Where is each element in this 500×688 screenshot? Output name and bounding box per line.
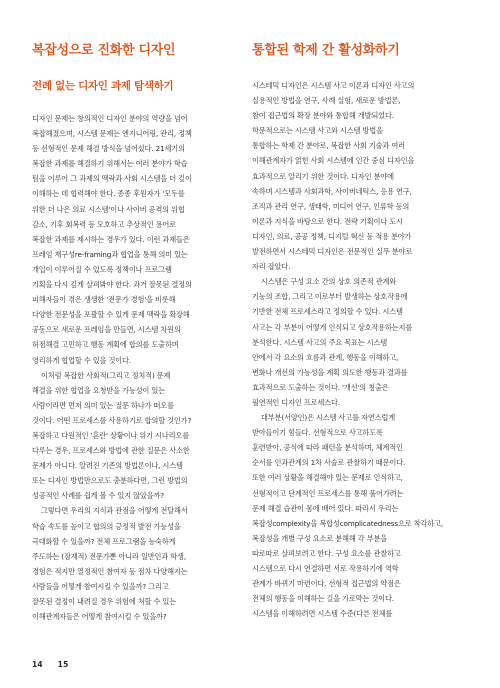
text-line: 극대화할 수 있을까? 전체 프로그램을 능숙하게 — [32, 536, 176, 546]
text-line: 학습 속도를 높이고 협의의 긍정적 발전 가능성을 — [32, 521, 181, 531]
text-line: 대부분(서양인)은 시스템 사고를 자연스럽게 — [261, 413, 395, 423]
text-line: 이해하는 데 협력해야 한다. 종종 후원자가 '모두를 — [32, 189, 185, 199]
text-line: 또한 여러 상황을 해결해야 있는 문제로 인식하고, — [252, 473, 403, 483]
text-line: 복잡한 과제를 제시하는 경우가 있다. 이런 과제들은 — [32, 234, 190, 244]
text-line: 해결을 위한 협업을 요청받을 가능성이 있는 — [32, 385, 165, 395]
text-line: 이론과 지식을 바탕으로 한다. 전략 기획이나 도시 — [252, 216, 403, 226]
text-line: 영리하게 협업할 수 있을 것이다. — [32, 355, 131, 365]
right-column — [252, 42, 474, 621]
text-line: 전체의 행동을 이해하는 길을 가로막는 것이다. — [252, 594, 394, 604]
text-line: 개입이 이루어질 수 있도록 정책이나 프로그램 — [32, 264, 172, 274]
text-line: 그렇다면 우리의 지식과 관점을 어떻게 전달해서 — [41, 506, 188, 516]
text-line: 허점해결 고민하고 행동 계획에 합의를 도출하며 — [32, 340, 179, 350]
text-line: 복잡성을 개별 구성 요소로 분해해 각 부분을 — [252, 533, 388, 543]
text-line: 다양한 전문성을 포괄할 수 있게 문제 맥락을 확장해 — [32, 310, 190, 320]
text-line: 이해관계자가 얽힌 사회 시스템에 인간 중심 디자인을 — [252, 156, 415, 166]
text-line: 복잡성complexity을 복합성complicatedness으로 착각하고, — [252, 518, 444, 528]
text-line: 훈련받아, 공식에 따라 패턴을 분석하며, 체계적인 — [252, 443, 403, 453]
page-number-left: 14 — [32, 660, 43, 669]
text-line: 순서를 인과관계의 1차 사슬로 관찰하기 때문이다. — [252, 458, 406, 468]
text-line: 프레임 재구성re-framing과 협업을 통해 의미 있는 — [32, 249, 188, 259]
text-line: 시스템은 구성 요소 간의 상호 의존적 관계와 — [261, 277, 397, 287]
page-number-right: 15 — [57, 660, 69, 669]
text-line: 시스템을 이해하려면 시스템 수준(다른 전체를 — [252, 609, 393, 619]
body-text-left — [32, 111, 250, 624]
section-title-right: 통합된 학제 간 활성화하기 — [252, 43, 400, 58]
page-numbers — [32, 660, 81, 669]
text-line: 학문적으로는 시스템 사고와 시스템 방법을 — [252, 126, 383, 136]
text-line: 참여 접근법의 확장 분야와 통합해 개발되었다. — [252, 111, 394, 121]
text-line: 필연적인 디자인 프로세스다. — [252, 397, 340, 407]
text-line: 따로따로 살펴보려고 한다. 구성 요소를 관찰하고 — [252, 548, 401, 558]
text-line: 등 선형적인 문제 해결 방식을 넘어섰다. 21세기의 — [32, 144, 185, 154]
text-line: 자리 잡았다. — [252, 262, 291, 272]
section-subtitle: 전례 없는 디자인 과제 탐색하기 — [32, 80, 174, 92]
text-line: 것이다. 어떤 프로세스를 사용하기로 합의할 것인가? — [32, 415, 192, 425]
text-line: 감소, 기후 회복력 등 모호하고 추상적인 용어로 — [32, 219, 177, 229]
left-column — [32, 42, 250, 624]
text-line: 복잡한 과제를 해결하기 위해서는 여러 분야가 학습 — [32, 159, 188, 169]
text-line: 통합하는 학제 간 분야로, 복잡한 사회 기술과 여러 — [252, 141, 405, 151]
text-line: 팀을 이루어 그 과제의 맥락과 사회 시스템을 더 깊이 — [32, 174, 192, 184]
text-line: 디자인 문제는 창의적인 디자인 분야의 역량을 넘어 — [32, 114, 188, 123]
text-line: 변화나 개선의 가능성을 계획 의도한 행동과 결과를 — [252, 367, 408, 377]
text-line: 위한 더 나은 의료 시스템'이나 사이버 공격의 위협 — [32, 204, 185, 214]
text-line: 시스템으로 다시 연결하면 서로 작용하기에 역학 — [252, 564, 399, 573]
text-line: 문제가 아니다. 알려진 기존의 방법론이나, 시스템 — [32, 461, 183, 471]
text-line: 실용적인 방법을 연구, 사례 실험, 새로운 방법론, — [252, 96, 401, 106]
text-line: 문제 해결 습관이 몸에 배어 있다. 따라서 우리는 — [252, 503, 399, 513]
text-line: 피해자들이 겪은 생생한 '전문가 경험'을 비롯해 — [32, 295, 176, 305]
text-line: 조직과 관리 연구, 생태학, 미디어 연구, 인류학 등의 — [252, 201, 410, 211]
text-line: 다루는 경우, 프로세스와 방법에 관한 질문은 사소한 — [32, 446, 190, 456]
text-line: 사람이라면 먼저 의미 있는 질문 하나가 떠오를 — [32, 400, 174, 410]
text-line: 기획을 다시 깊게 살펴봐야 한다. 과거 잘못된 결정의 — [32, 280, 192, 290]
text-line: 복잡해졌으며, 시스템 문제는 엔지니어링, 관리, 정책 — [32, 129, 192, 139]
text-line: 잘못된 결정이 내려질 경우 위험에 처할 수 있는 — [32, 597, 177, 606]
section-title-left: 복잡성으로 진화한 디자인 — [32, 43, 176, 58]
text-line: 사람들을 어떻게 참여시킬 수 있을까? 그리고 — [32, 581, 169, 591]
text-line: 디자인, 의료, 공공 정책, 디지털 혁신 등 적용 분야가 — [252, 231, 412, 241]
text-line: 안에서 각 요소의 흐름과 관계, 행동을 이해하고, — [252, 352, 399, 362]
text-line: 발전하면서 시스테믹 디자인은 전문적인 실무 분야로 — [252, 247, 413, 257]
text-line: 이처럼 복잡한 사회적(그리고 정치적) 문제 — [41, 370, 171, 380]
text-line: 효과적으로 도출하는 것이다. '개선'의 칭출은 — [252, 382, 389, 392]
text-line: 분석한다. 시스템 사고의 주요 목표는 시스템 — [252, 337, 388, 347]
body-text-right — [252, 78, 474, 621]
text-line: 선형적이고 단계적인 프로세스를 통해 풀어가려는 — [252, 488, 404, 498]
text-line: 복잡하고 다원적인 '혼란' 상황이나 위기 시나리오를 — [32, 430, 189, 440]
text-line: 기능의 조합, 그리고 이로부터 발생하는 상호작용에 — [252, 292, 408, 302]
text-line: 효과적으로 알리기 위한 것이다. 디자인 분야에 — [252, 171, 394, 181]
text-line: 받아들이기 힘들다. 선형적으로 사고하도록 — [252, 428, 383, 438]
text-line: 시스테믹 디자인은 시스템 사고 이론과 디자인 사고의 — [252, 81, 415, 90]
text-line: 또는 디자인 방법만으로도 충분하다면, 그런 방법의 — [32, 476, 188, 486]
text-line: 이해관계자들은 어떻게 참여시킬 수 있을까? — [32, 612, 167, 622]
text-line: 성공적인 사례를 쉽게 볼 수 있지 않았을까? — [32, 491, 164, 501]
text-line: 주도하는 (잠재적) 전문가뿐 아니라 일반인과 학생, — [32, 551, 186, 561]
text-line: 관계가 바뀌기 마련이다. 선형적 접근법의 약점은 — [252, 579, 401, 589]
text-line: 사고는 각 부분이 어떻게 인식되고 상호작용하는지를 — [252, 322, 413, 332]
text-line: 속하며 시스템과 사회과학, 사이버네틱스, 응용 연구, — [252, 186, 412, 196]
text-line: 공동으로 새로운 프레임을 만들면, 시스템 차원의 — [32, 325, 181, 335]
text-line: 기반한 전체 프로세스라고 정의할 수 있다. 시스템 — [252, 307, 403, 317]
text-line: 경험은 적지만 열정적인 참여자 등 점차 다양해지는 — [32, 566, 188, 576]
